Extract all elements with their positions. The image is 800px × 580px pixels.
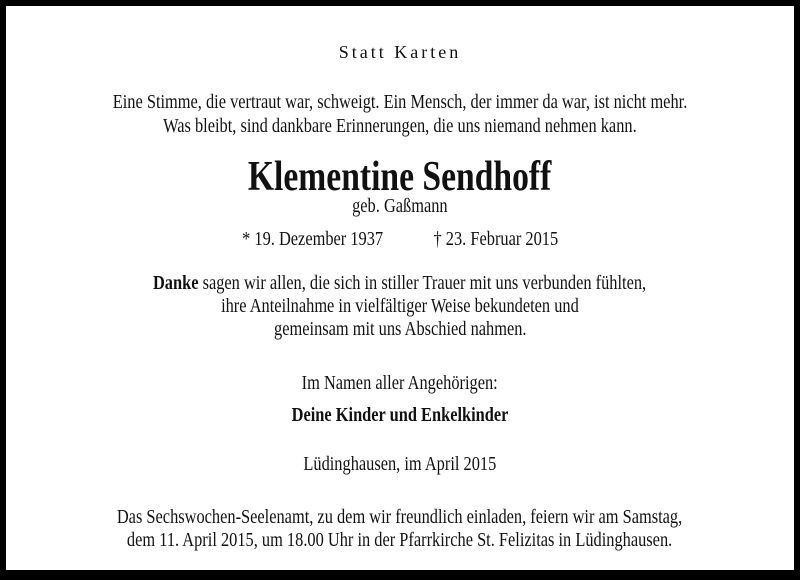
death-date: † 23. Februar 2015: [433, 229, 559, 250]
signature-family: [0, 406, 800, 426]
maiden-name: [0, 197, 800, 217]
name-text: Klementine Sendhoff: [248, 154, 552, 200]
thanks-inner: [153, 274, 646, 294]
service-line-1: [0, 508, 800, 528]
verse-text: Was bleibt, sind dankbare Erinnerungen, die uns niemand nehmen kann.: [163, 116, 637, 137]
service-text: Das Sechswochen-Seelenamt, zu dem wir freundlich einladen, feiern wir am Samstag,: [117, 507, 683, 528]
deceased-name: [0, 156, 800, 198]
signature-intro: [0, 374, 800, 394]
thanks-text: sagen wir allen, die sich in stiller Trauer mit uns verbunden fühlten,: [198, 273, 647, 294]
thanks-line-2: [0, 297, 800, 317]
service-line-2: [0, 531, 800, 551]
header-label: Statt Karten: [338, 42, 462, 62]
place-date: [0, 455, 800, 475]
header-text: [0, 43, 800, 62]
thanks-text: ihre Anteilnahme in vielfältiger Weise bekundeten und: [221, 296, 579, 317]
verse-line-1: [0, 93, 800, 113]
place-date-text: Lüdinghausen, im April 2015: [303, 454, 497, 475]
signature-family-text: Deine Kinder und Enkelkinder: [291, 405, 509, 426]
thanks-line-3: [0, 320, 800, 340]
thanks-text: gemeinsam mit uns Abschied nahmen.: [273, 319, 527, 340]
birth-date: * 19. Dezember 1937: [241, 229, 383, 250]
verse-line-2: [0, 117, 800, 137]
life-dates-inner: [242, 230, 558, 250]
life-dates: [0, 230, 800, 250]
signature-intro-text: Im Namen aller Angehörigen:: [301, 373, 499, 394]
service-text: dem 11. April 2015, um 18.00 Uhr in der Pfarrkirche St. Felizitas in Lüdinghausen.: [127, 530, 673, 551]
maiden-name-text: geb. Gaßmann: [352, 196, 448, 217]
thanks-bold: Danke: [153, 273, 199, 294]
verse-text: Eine Stimme, die vertraut war, schweigt. Ein Mensch, der immer da war, ist nicht mehr.: [112, 92, 688, 113]
thanks-line-1: [0, 274, 800, 294]
